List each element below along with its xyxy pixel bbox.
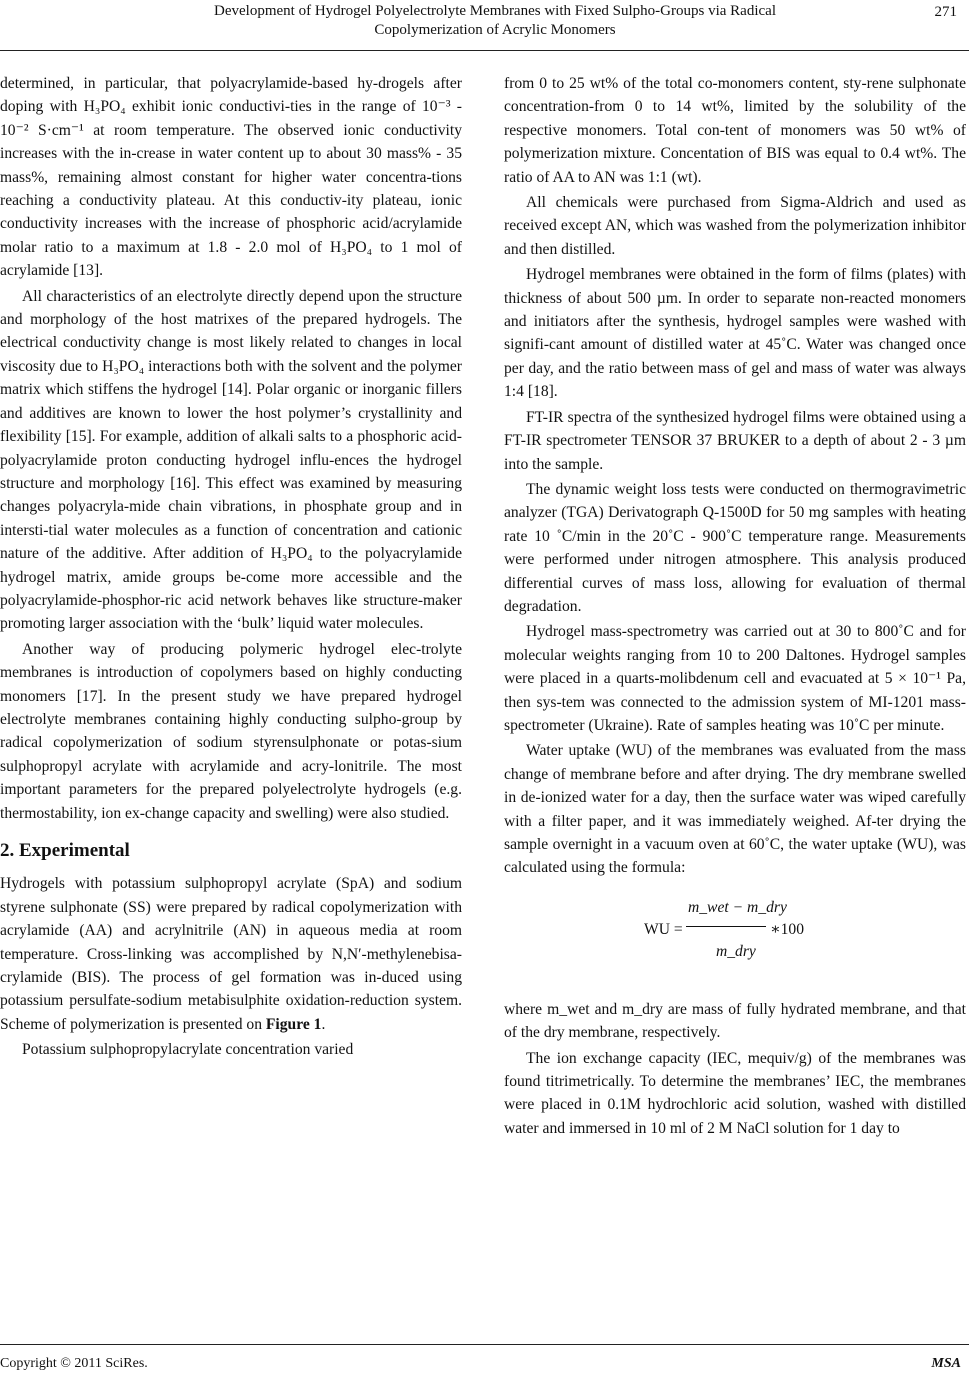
paragraph: Potassium sulphopropylacrylate concentration varied (22, 1041, 354, 1059)
paragraph: from 0 to 25 wt% of the total co-monomers content, sty-rene sulphonate concentration-from 0 to 14 wt%, limited by the solubility of the respective monomers. Total con-tent of monomers was 50 wt% of polymerization mixture. Concentation of BIS was equal to 0.4 wt%. The ratio of AA to AN was 1:1 (wt). (504, 75, 966, 186)
running-header (0, 0, 969, 46)
figure-reference-link[interactable]: Figure 1 (265, 1015, 322, 1033)
page-footer (0, 1344, 969, 1374)
formula-denominator: m_dry (716, 942, 756, 960)
paragraph (0, 872, 462, 1036)
right-column (504, 72, 966, 1140)
header-title (70, 2, 920, 40)
journal-abbreviation: MSA (931, 1356, 961, 1371)
paragraph: where m_wet and m_dry are mass of fully hydrated membrane, and that of the dry membrane, respectively. (504, 1000, 966, 1042)
paragraph: Hydrogel membranes were obtained in the form of films (plates) with thickness of about 500 µm. In order to separate non-reacted monomers and initiators after the synthesis, hydrogel samples were washed with signifi-cant amount of distilled water at 45˚C. Water was changed once per day, and the ratio between mass of gel and mass of water was always 1:4 [18]. (504, 266, 966, 401)
header-title-line1: Development of Hydrogel Polyelectrolyte Membranes with Fixed Sulpho-Groups via Radical (214, 3, 776, 19)
paragraph: Another way of producing polymeric hydrogel elec-trolyte membranes is introduction of copolymers based on highly conducting monomers [17]. In the present study we have prepared hydrogel electrolyte membranes containing highly conducting sulpho-group by radical copolymerization of sodium styrensulphonate or potas-sium sulphopropyl acrylate with acrylamide and acry-lonitrile. The most important parameters for the prepared polyelectrolyte hydrogels (e.g. thermostability, ion ex-change capacity and swelling) were also studied. (0, 640, 462, 822)
left-column (0, 72, 462, 1062)
formula-numerator: m_wet − m_dry (688, 898, 787, 916)
paragraph: All chemicals were purchased from Sigma-Aldrich and used as received except AN, which was washed from the polymerization inhibitor and then distilled. (504, 194, 966, 258)
header-divider (0, 50, 969, 51)
paragraph-end: . (321, 1015, 326, 1033)
paragraph: determined, in particular, that polyacrylamide-based hy-drogels after doping with H₃PO₄ exhibit ionic conductivi-ties in the range of 10⁻³ - 10⁻² S·cm⁻¹ at room temperature. The observed ionic conductivity increases with the in-crease in water content up to about 30 mass% - 35 mass%, remaining almost constant for higher water concentra-tions reaching a conductivity plateau. At this conductiv-ity plateau, ionic conductivity increases with the increase of phosphoric acid/acrylamide molar ratio to a maximum at 1.8 - 2.0 mol of H₃PO₄ to 1 mol of acrylamide [13]. (0, 75, 462, 280)
page-number: 271 (934, 4, 957, 20)
paragraph: Hydrogel mass-spectrometry was carried out at 30 to 800˚C and for molecular weights ranging from 10 to 200 Daltones. Hydrogel samples were placed in a quarts-molibdenum cell and evacuated at 5 × 10⁻¹ Pa, then sys-tem was connected to the admission system of MI-1201 mass-spectrometer (Ukraine). Rate of samples heating was 10˚C per minute. (504, 623, 966, 734)
fraction-bar (686, 926, 766, 927)
copyright-notice: Copyright © 2011 SciRes. (0, 1356, 148, 1371)
paragraph: The ion exchange capacity (IEC, mequiv/g) of the membranes was found titrimetrically. To determine the membranes’ IEC, the membranes were placed in 0.1M hydrochloric acid solution, washed with distilled water and immersed in 10 ml of 2 M NaCl solution for 1 day to (504, 1049, 966, 1137)
section-heading: 2. Experimental (0, 840, 130, 861)
paragraph: FT-IR spectra of the synthesized hydrogel films were obtained using a FT-IR spectrometer TENSOR 37 BRUKER to a depth of about 2 - 3 µm into the sample. (504, 408, 966, 473)
formula-lhs: WU = (644, 920, 683, 938)
paragraph: All characteristics of an electrolyte directly depend upon the structure and morphology of the host matrixes of the prepared hydrogels. The electrical conductivity change is most likely related to changes in local viscosity due to H₃PO₄ interactions both with the solvent and the polymer matrix which stiffens the hydrogel [14]. Polar organic or inorganic fillers and additives are known to lower the host polymer’s crystallinity and flexibility [15]. For example, addition of alkali salts to a phosphoric acid-polyacrylamide proton conducting hydrogel influ-ences the hydrogel structure and morphology [16]. This effect was examined by measuring changes polyacryla-mide chain vibrations, in phosphate group and in intersti-tial water molecules as a function of concentration and cationic nature of the additive. After addition of H₃PO₄ to the polyacrylamide hydrogel matrix, amide groups be-come more accessible and the polyacrylamide-phosphor-ric acid network behaves like structure-maker promoting larger association with the ‘bulk’ liquid water molecules. (0, 287, 462, 633)
paragraph-text: Hydrogels with potassium sulphopropyl acrylate (SpA) and sodium styrene sulphonate (SS) were prepared by radical copolymerization with acrylamide (AA) and acrylnitrile (AN) in aqueous media at room temperature. Cross-linking was accomplished by N,N′-methylenebisa-crylamide (BIS). The process of gel formation was in-duced using potassium persulfate-sodium metabisulphite oxidation-reduction system. Scheme of polymerization is presented on (0, 875, 462, 1033)
water-uptake-formula (504, 884, 966, 992)
footer-divider (0, 1344, 969, 1345)
formula-multiplier: ∗100 (770, 920, 804, 938)
header-title-line2: Copolymerization of Acrylic Monomers (374, 22, 616, 38)
paragraph: Water uptake (WU) of the membranes was evaluated from the mass change of membrane before and after drying. The dry membrane swelled in de-ionized water for a day, then the surface water was wiped carefully with a filter paper, and it was immediately weighed. Af-ter drying the sample overnight in a vacuum oven at 60˚C, the water uptake (WU), was calculated using the formula: (504, 742, 966, 877)
paragraph: The dynamic weight loss tests were conducted on thermogravimetric analyzer (TGA) Derivatograph Q-1500D for 50 mg samples with heating rate 10 ˚C/min in the 20˚C - 900˚C temperature range. Measurements were performed under nitrogen atmosphere. This analysis produced differential curves of mass loss, allowing for evaluation of thermal degradation. (504, 480, 966, 615)
